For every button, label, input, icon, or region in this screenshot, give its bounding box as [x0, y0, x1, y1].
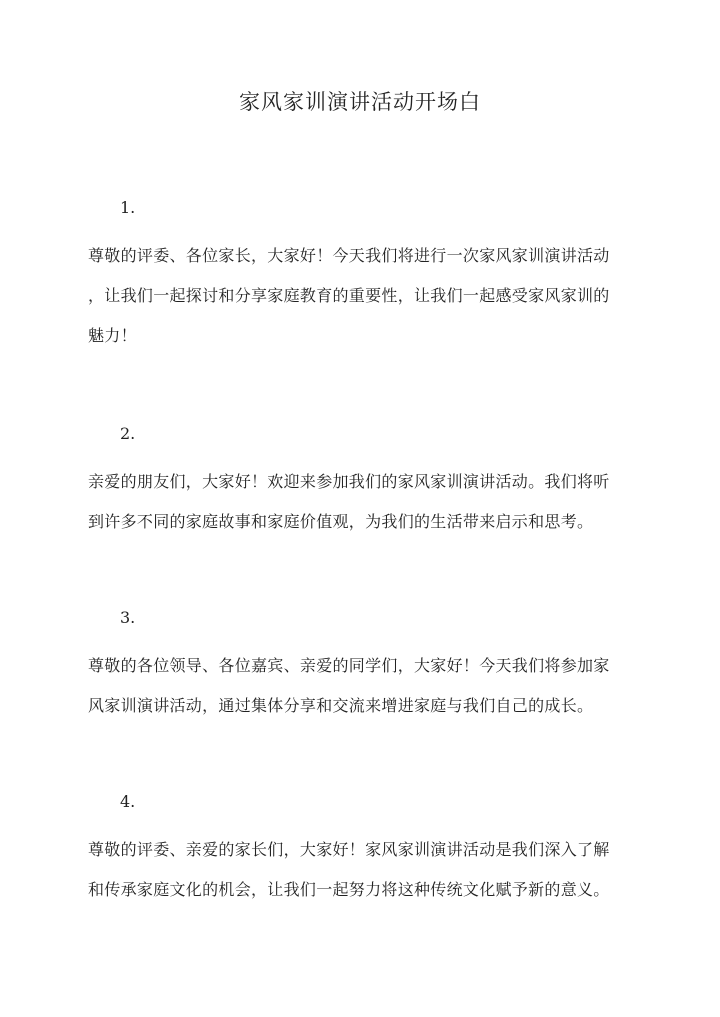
document-title: 家风家训演讲活动开场白 [239, 90, 481, 114]
paragraph-line: 尊敬的各位领导、各位嘉宾、亲爱的同学们，大家好！今天我们将参加家 [88, 656, 610, 675]
section-paragraph [88, 462, 648, 542]
section-paragraph [88, 646, 648, 726]
paragraph-line: 魅力！ [88, 326, 137, 345]
section-paragraph [88, 236, 648, 356]
paragraph-line: 和传承家庭文化的机会，让我们一起努力将这种传统文化赋予新的意义。 [88, 880, 610, 899]
paragraph-line: 亲爱的朋友们，大家好！欢迎来参加我们的家风家训演讲活动。我们将听 [88, 472, 610, 491]
section-paragraph [88, 830, 648, 910]
paragraph-line: 风家训演讲活动，通过集体分享和交流来增进家庭与我们自己的成长。 [88, 696, 594, 715]
speech-section-2 [88, 424, 648, 542]
speech-section-1 [88, 198, 648, 356]
paragraph-line: ，让我们一起探讨和分享家庭教育的重要性，让我们一起感受家风家训的 [88, 286, 610, 305]
speech-section-3 [88, 608, 648, 726]
paragraph-line: 尊敬的评委、各位家长，大家好！今天我们将进行一次家风家训演讲活动 [88, 246, 610, 265]
section-number: 4. [120, 792, 136, 811]
section-number: 1. [120, 198, 136, 217]
paragraph-line: 到许多不同的家庭故事和家庭价值观，为我们的生活带来启示和思考。 [88, 512, 594, 531]
section-number: 2. [120, 424, 136, 443]
speech-section-4 [88, 792, 648, 910]
section-number: 3. [120, 608, 136, 627]
paragraph-line: 尊敬的评委、亲爱的家长们，大家好！家风家训演讲活动是我们深入了解 [88, 840, 610, 859]
